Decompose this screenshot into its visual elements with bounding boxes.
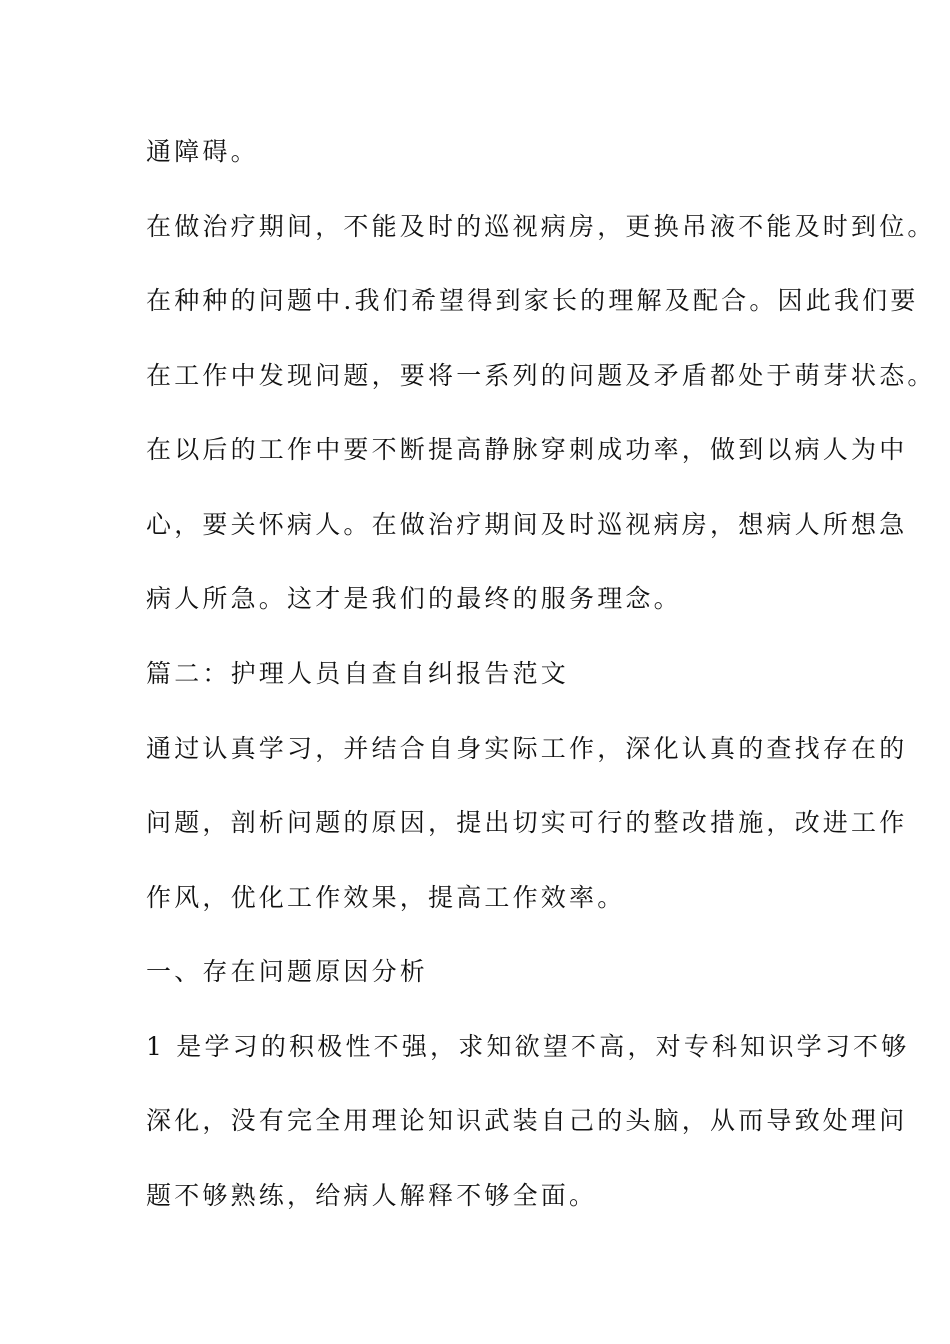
text-line: 病人所急。这才是我们的最终的服务理念。 xyxy=(146,584,682,613)
text-line: 1 是学习的积极性不强，求知欲望不高，对专科知识学习不够 xyxy=(146,1032,910,1061)
text-line: 心，要关怀病人。在做治疗期间及时巡视病房，想病人所想急 xyxy=(146,510,908,539)
text-line: 通障碍。 xyxy=(146,137,259,166)
text-line: 深化，没有完全用理论知识武装自己的头脑，从而导致处理问 xyxy=(146,1106,908,1135)
subsection-heading: 一、存在问题原因分析 xyxy=(146,957,429,986)
text-line: 题不够熟练，给病人解释不够全面。 xyxy=(146,1181,598,1210)
text-line: 通过认真学习，并结合自身实际工作，深化认真的查找存在的 xyxy=(146,734,908,763)
text-line: 在做治疗期间，不能及时的巡视病房，更换吊液不能及时到位。 xyxy=(146,212,936,241)
text-line: 问题，剖析问题的原因，提出切实可行的整改措施，改进工作 xyxy=(146,808,908,837)
section-heading: 篇二：护理人员自查自纠报告范文 xyxy=(146,659,570,688)
text-line: 在以后的工作中要不断提高静脉穿刺成功率，做到以病人为中 xyxy=(146,435,908,464)
text-line: 在工作中发现问题，要将一系列的问题及矛盾都处于萌芽状态。 xyxy=(146,361,936,390)
text-line: 在种种的问题中.我们希望得到家长的理解及配合。因此我们要 xyxy=(146,286,919,315)
text-line: 作风，优化工作效果，提高工作效率。 xyxy=(146,883,626,912)
